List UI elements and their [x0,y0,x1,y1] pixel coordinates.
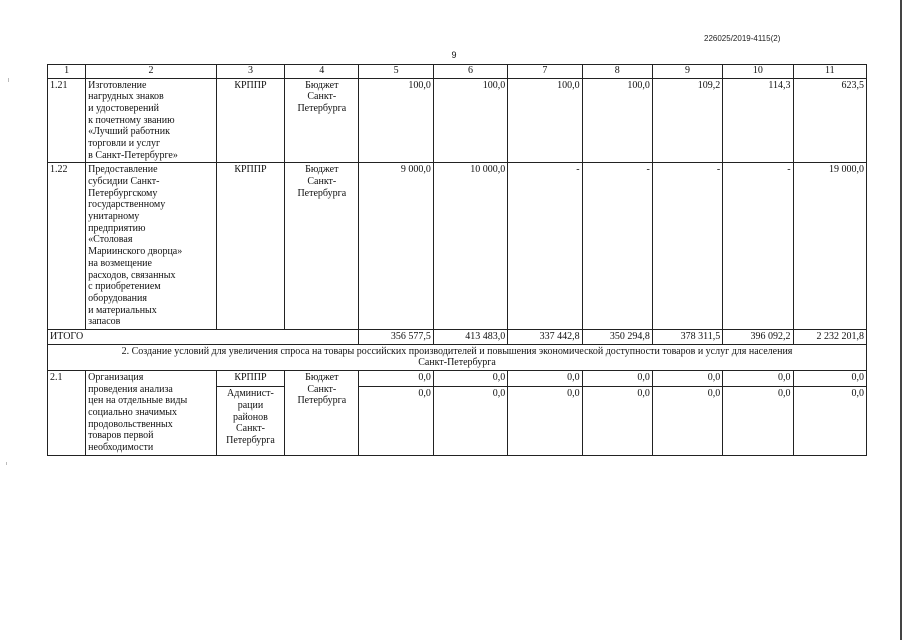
col-header-6: 6 [433,65,507,79]
executor-cell: КРППР [216,163,284,330]
col-header-5: 5 [359,65,433,79]
source-line: Петербурга [297,102,347,114]
value-cell: 0,0 [652,371,722,387]
col-header-7: 7 [508,65,582,79]
funding-source-cell [285,371,359,456]
source-line: Санкт- [307,383,337,395]
name-line: нагрудных знаков [88,91,164,103]
name-line: цен на отдельные виды [88,395,188,407]
name-line: унитарному [88,211,140,223]
executor-line: рации [237,400,264,412]
value-cell: 9 000,0 [359,163,433,330]
funding-source-cell [285,163,359,330]
value-cell: 623,5 [793,78,866,163]
source-line: Петербурга [297,187,347,199]
value-cell: 0,0 [652,387,722,455]
row-name [86,78,217,163]
source-line: Бюджет [305,372,339,383]
value-cell: 0,0 [433,371,507,387]
value-cell: - [508,163,582,330]
total-value: 337 442,8 [508,329,582,344]
row-number: 2.1 [48,371,86,456]
value-cell: 100,0 [433,78,507,163]
source-line: Санкт- [307,176,337,187]
section-heading [48,344,867,370]
col-header-3: 3 [216,65,284,79]
name-line: субсидии Санкт- [88,176,160,187]
total-row [48,329,867,344]
name-line: товаров первой [88,430,154,442]
source-line: Петербурга [297,395,347,407]
name-line: «Лучший работник [88,126,170,138]
row-number: 1.21 [48,78,86,163]
col-header-9: 9 [652,65,722,79]
value-cell: 0,0 [582,387,652,455]
name-line: в Санкт-Петербурге» [88,149,178,161]
value-cell: 0,0 [793,387,866,455]
name-line: к почетному званию [88,114,175,126]
value-cell: - [652,163,722,330]
col-header-10: 10 [723,65,793,79]
scan-speck [8,78,9,82]
executor-line: Петербурга [226,435,275,447]
total-value: 396 092,2 [723,329,793,344]
value-cell: 0,0 [582,371,652,387]
row-name [86,163,217,330]
total-value: 356 577,5 [359,329,433,344]
name-line: на возмещение [88,257,152,269]
col-header-11: 11 [793,65,866,79]
name-line: расходов, связанных [88,269,176,281]
value-cell: 0,0 [359,371,433,387]
page-edge-line [900,0,902,640]
name-line: оборудования [88,292,147,304]
funding-source-cell [285,78,359,163]
table-row [48,163,867,330]
total-value: 378 311,5 [652,329,722,344]
executor-line: Санкт- [236,423,265,435]
value-cell: 0,0 [723,371,793,387]
value-cell: 114,3 [723,78,793,163]
document-id: 226025/2019-4115(2) [704,34,781,43]
value-cell: 0,0 [359,387,433,455]
name-line: и материальных [88,304,157,316]
value-cell: 0,0 [723,387,793,455]
section-heading-line: 2. Создание условий для увеличения спроса на товары российских производителей и повышения экономической доступности товаров и услуг для населения [121,345,793,357]
value-cell: 0,0 [508,387,582,455]
name-line: с приобретением [88,281,161,293]
col-header-2: 2 [86,65,217,79]
page-number: 9 [451,50,457,60]
name-line: государственному [88,199,166,211]
value-cell: 10 000,0 [433,163,507,330]
value-cell: 19 000,0 [793,163,866,330]
name-line: необходимости [88,442,154,454]
executor-cell: КРППР [216,78,284,163]
source-line: Бюджет [305,79,339,91]
budget-table [47,64,867,456]
row-name [86,371,217,456]
value-cell: 109,2 [652,78,722,163]
scan-speck [6,462,7,465]
name-line: торговли и услуг [88,137,161,149]
name-line: Мариинского дворца» [88,246,183,258]
name-line: «Столовая [88,234,133,246]
column-number-row [48,65,867,79]
col-header-8: 8 [582,65,652,79]
col-header-1: 1 [48,65,86,79]
executor-cell: КРППР [216,371,284,387]
value-cell: 100,0 [359,78,433,163]
value-cell: - [723,163,793,330]
name-line: предприятию [88,222,146,234]
total-value: 413 483,0 [433,329,507,344]
name-line: Организация [88,372,144,383]
value-cell: 100,0 [508,78,582,163]
source-line: Санкт- [307,91,337,103]
value-cell: 100,0 [582,78,652,163]
name-line: Изготовление [88,79,147,91]
name-line: проведения анализа [88,383,173,395]
value-cell: 0,0 [793,371,866,387]
source-line: Бюджет [305,164,339,176]
name-line: продовольственных [88,418,173,430]
table-row [48,371,867,387]
name-line: запасов [88,316,121,328]
col-header-4: 4 [285,65,359,79]
section-heading-line: Санкт-Петербурга [418,357,496,369]
total-label: ИТОГО [48,329,359,344]
table-row [48,78,867,163]
total-value: 2 232 201,8 [793,329,866,344]
executor-line: Админист- [227,388,274,400]
executor-line: районов [233,411,268,423]
name-line: Петербургскому [88,187,158,199]
executor-cell [216,387,284,455]
name-line: и удостоверений [88,102,160,114]
name-line: социально значимых [88,407,178,419]
value-cell: - [582,163,652,330]
name-line: Предоставление [88,164,158,176]
section-heading-row [48,344,867,370]
row-number: 1.22 [48,163,86,330]
value-cell: 0,0 [433,387,507,455]
value-cell: 0,0 [508,371,582,387]
total-value: 350 294,8 [582,329,652,344]
